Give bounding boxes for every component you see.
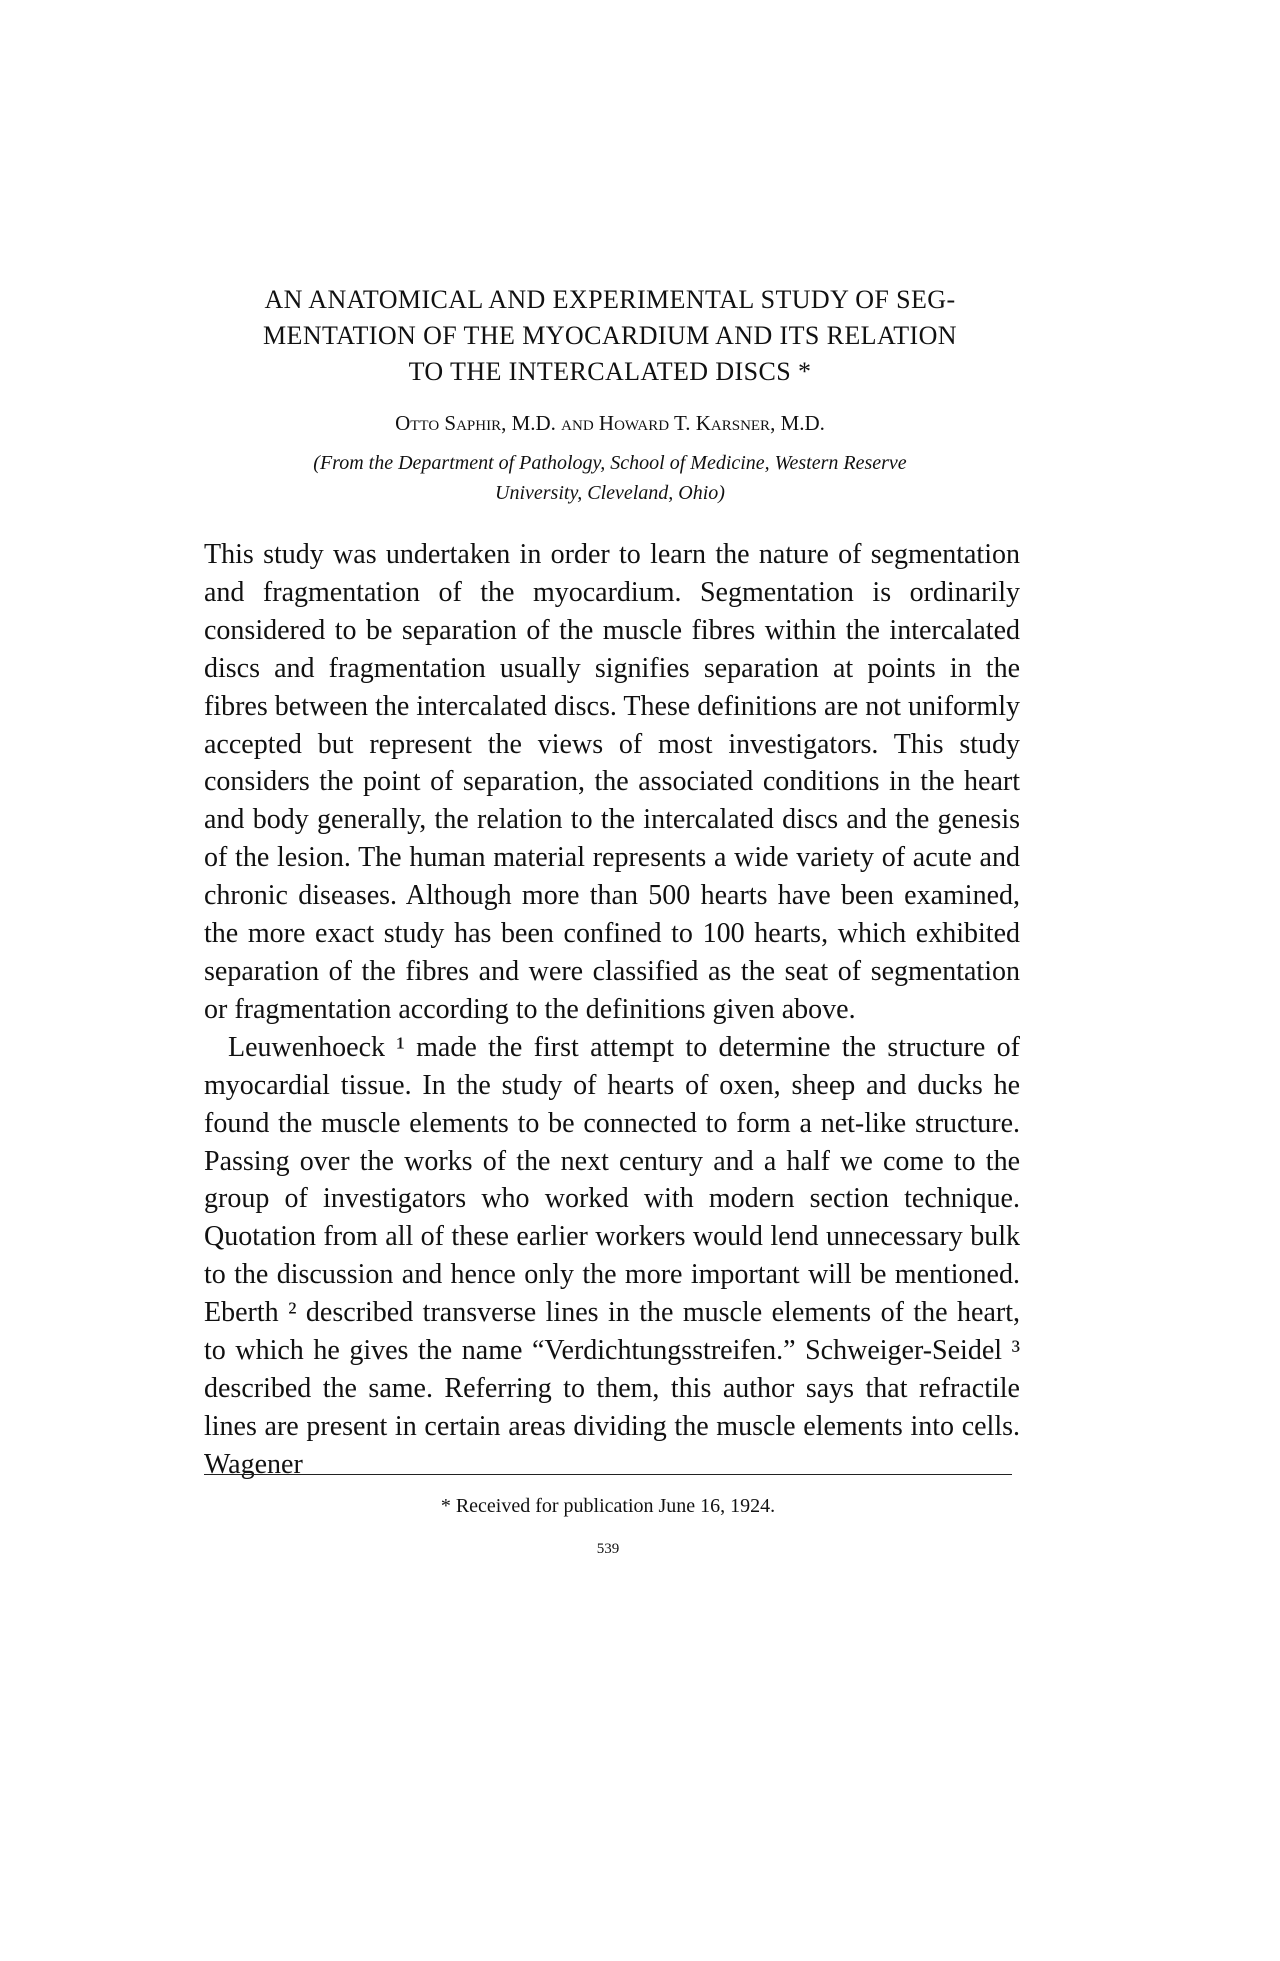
- author-affiliation: [240, 448, 980, 508]
- article-body: [204, 536, 1020, 1484]
- body-paragraph: Leuwenhoeck ¹ made the first attempt to determine the structure of myocardial tissue. In the study of hearts of oxen, sheep and ducks he found the muscle elements to be connected to form a net-like structure. Passing over the works of the next century and a half we come to the group of investigators who worked with modern section technique. Quotation from all of these earlier workers would lend unnecessary bulk to the discussion and hence only the more important will be mentioned. Eberth ² described transverse lines in the muscle elements of the heart, to which he gives the name “Verdichtungsstreifen.” Schweiger-Seidel ³ described the same. Referring to them, this author says that refractile lines are present in certain areas dividing the muscle elements into cells. Wagener: [204, 1031, 1020, 1480]
- page-number: 539: [596, 1541, 620, 1557]
- author-byline: Otto Saphir, M.D. and Howard T. Karsner, M.D.: [395, 411, 825, 435]
- body-paragraph: This study was undertaken in order to learn the nature of segmentation and fragmentation of the myocardium. Segmentation is ordinarily considered to be separation of the muscle fibres within the intercalated discs and fragmentation usually signifies separation at points in the fibres between the intercalated discs. These definitions are not uniformly accepted but represent the views of most investigators. This study considers the point of separation, the associated conditions in the heart and body generally, the relation to the intercalated discs and the genesis of the lesion. The human material represents a wide variety of acute and chronic diseases. Although more than 500 hearts have been examined, the more exact study has been confined to 100 hearts, which exhibited separation of the fibres and were classified as the seat of segmentation or fragmentation according to the definitions given above.: [204, 539, 1020, 1025]
- title-line: TO THE INTERCALATED DISCS *: [408, 357, 812, 386]
- footnote-divider: [204, 1474, 1012, 1475]
- title-line: MENTATION OF THE MYOCARDIUM AND ITS RELATION: [263, 321, 957, 350]
- article-title: [200, 282, 1020, 390]
- footnote: * Received for publication June 16, 1924.: [440, 1495, 776, 1517]
- affiliation-line: (From the Department of Pathology, School of Medicine, Western Reserve: [313, 452, 907, 474]
- affiliation-line: University, Cleveland, Ohio): [495, 482, 725, 504]
- title-line: AN ANATOMICAL AND EXPERIMENTAL STUDY OF SEG-: [264, 285, 956, 314]
